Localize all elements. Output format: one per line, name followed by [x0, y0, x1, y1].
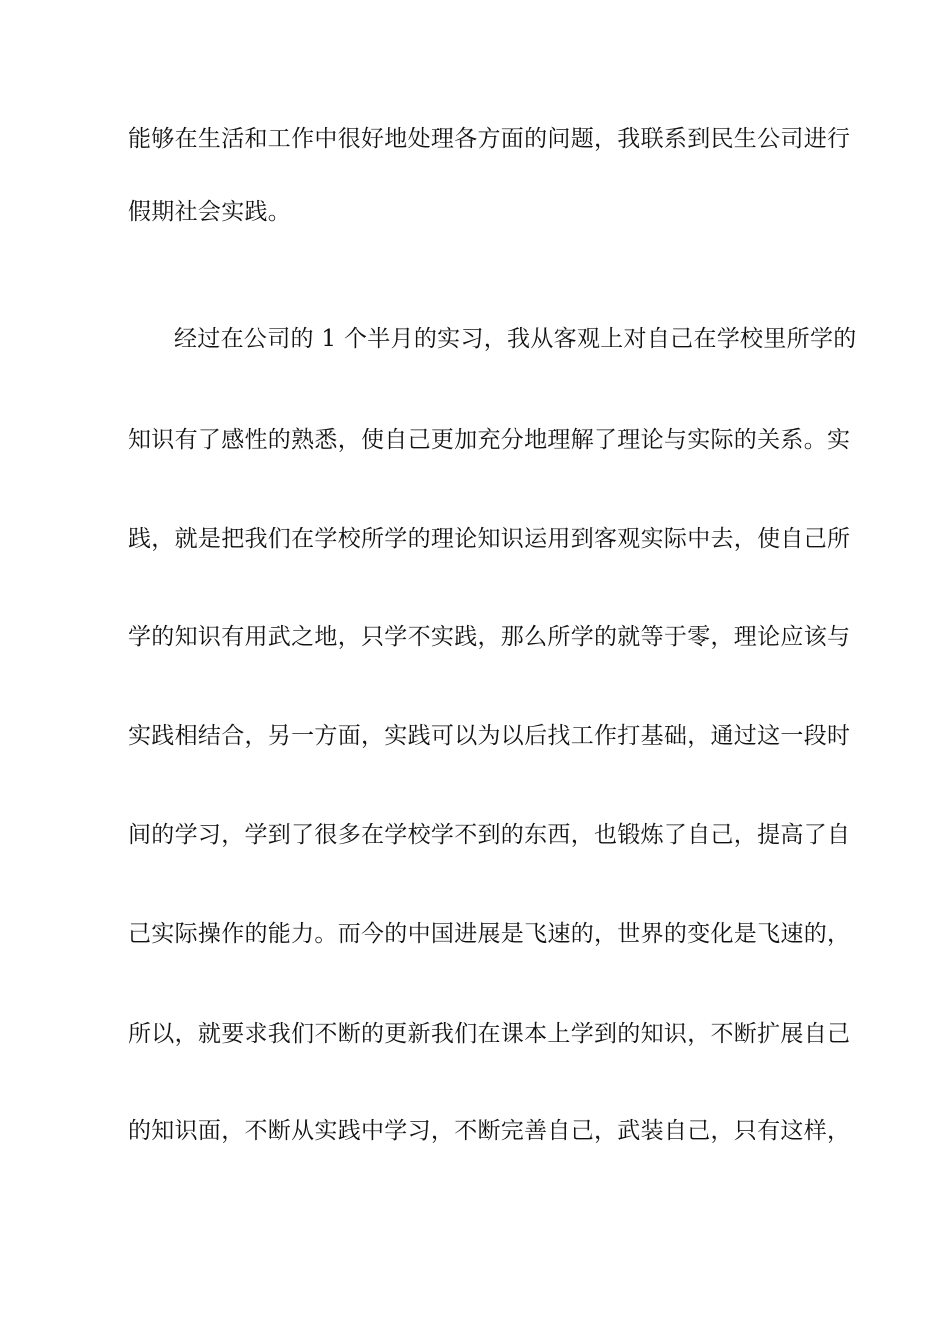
text-line-11: 的知识面，不断从实践中学习，不断完善自己，武装自己，只有这样， — [128, 1118, 851, 1144]
text-line-9: 己实际操作的能力。而今的中国进展是飞速的，世界的变化是飞速的， — [128, 921, 851, 947]
text-line-4: 知识有了感性的熟悉，使自己更加充分地理解了理论与实际的关系。实 — [128, 427, 851, 453]
text-line-7: 实践相结合，另一方面，实践可以为以后找工作打基础，通过这一段时 — [128, 723, 851, 749]
text-line-1: 能够在生活和工作中很好地处理各方面的问题，我联系到民生公司进行 — [128, 126, 851, 152]
text-line-2: 假期社会实践。 — [128, 199, 292, 225]
paragraph-start-line: 经过在公司的 1 个半月的实习，我从客观上对自己在学校里所学的 — [174, 326, 857, 352]
text-line-10: 所以，就要求我们不断的更新我们在课本上学到的知识，不断扩展自己 — [128, 1021, 851, 1047]
text-line-8: 间的学习，学到了很多在学校学不到的东西，也锻炼了自己，提高了自 — [128, 822, 851, 848]
text-line-6: 学的知识有用武之地，只学不实践，那么所学的就等于零，理论应该与 — [128, 624, 851, 650]
text-line-5: 践，就是把我们在学校所学的理论知识运用到客观实际中去，使自己所 — [128, 526, 851, 552]
